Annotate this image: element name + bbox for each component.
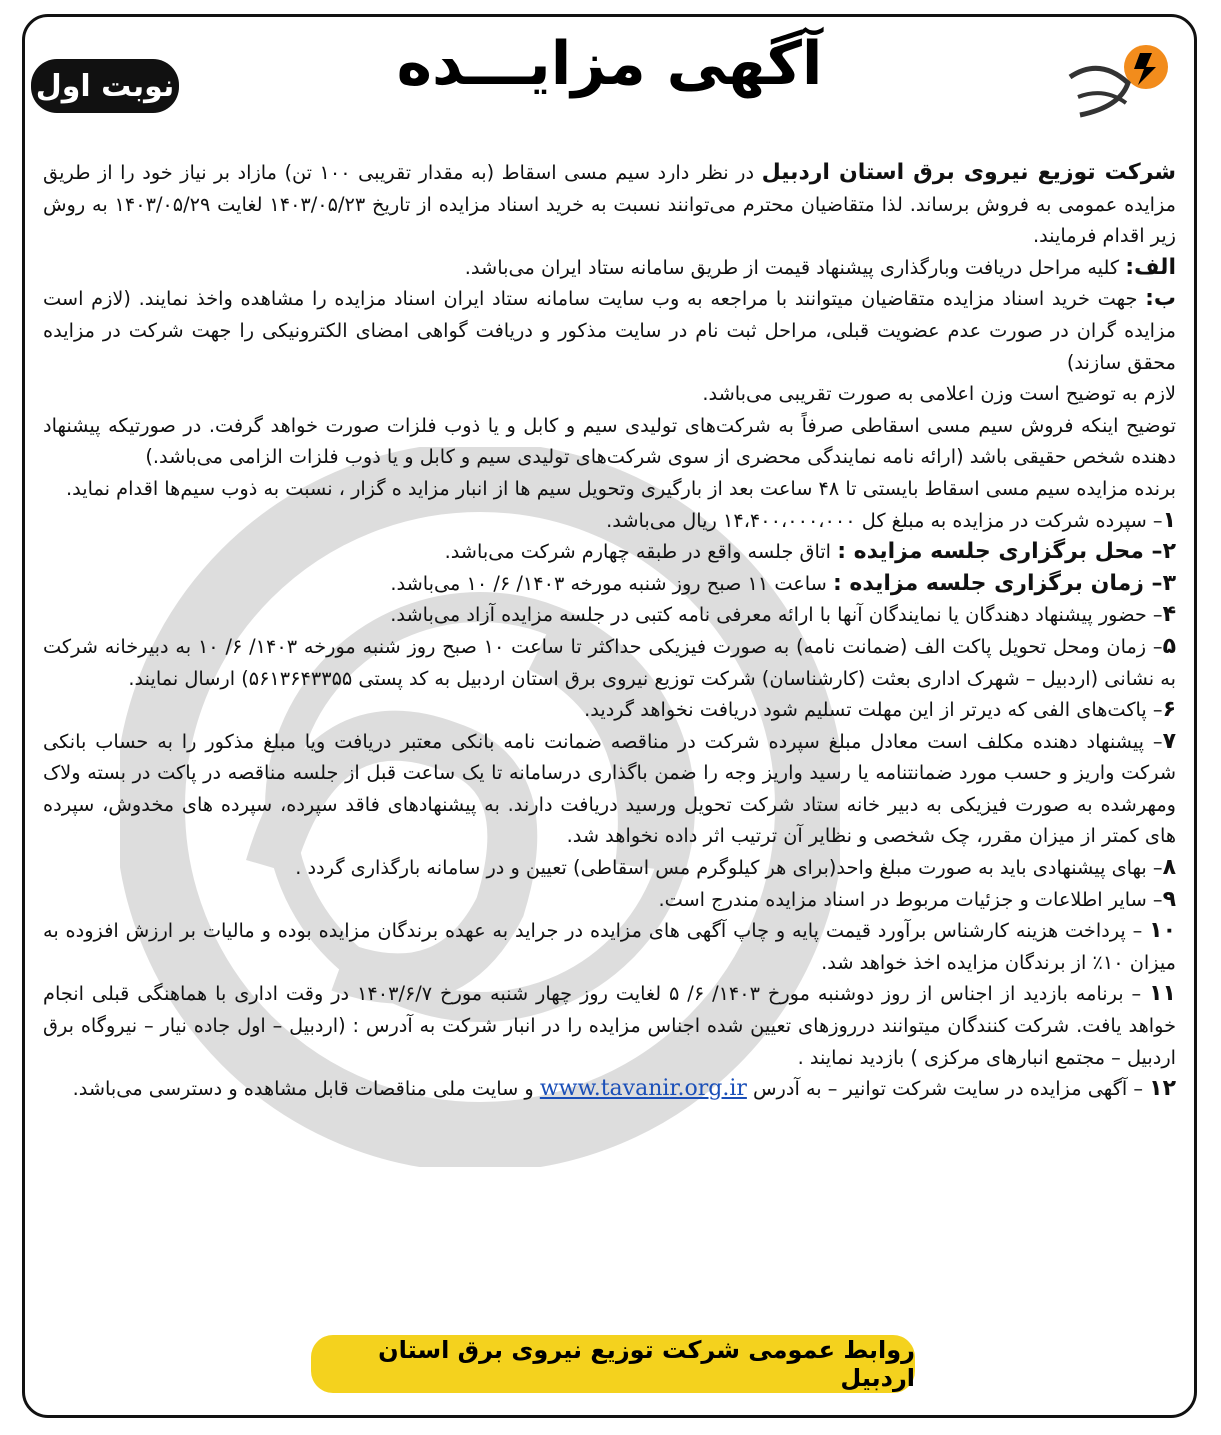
intro-paragraph bbox=[43, 157, 1176, 252]
item-6: ۶– پاکت‌های الفی که دیرتر از این مهلت تسلیم شود دریافت نخواهد گردید. bbox=[584, 697, 1176, 723]
note-weight: لازم به توضیح است وزن اعلامی به صورت تقریبی می‌باشد. bbox=[702, 382, 1176, 406]
alef-paragraph bbox=[43, 252, 1176, 284]
item-12: ۱۲ – آگهی مزایده در سایت شرکت توانیر – به آدرس www.tavanir.org.ir و سایت ملی مناقصات قابل مشاهده و دسترسی می‌باشد. bbox=[72, 1076, 1176, 1102]
item-10: ۱۰ – پرداخت هزینه کارشناس برآورد قیمت پایه و چاپ آگهی های مزایده در جراید به عهده برندگان مزایده بوده و مالیات بر ارزش افزوده به میزان ۱۰٪ از برندگان مزایده اخذ خواهد شد. bbox=[43, 918, 1176, 974]
notice-frame bbox=[22, 14, 1197, 1418]
footer-banner: روابط عمومی شرکت توزیع نیروی برق استان اردبیل bbox=[311, 1335, 915, 1393]
be-paragraph bbox=[43, 283, 1176, 378]
item-2: ۲– محل برگزاری جلسه مزایده : اتاق جلسه واقع در طبقه چهارم شرکت می‌باشد. bbox=[444, 539, 1176, 565]
be-text: جهت خرید اسناد مزایده متقاضیان میتوانند با مراجعه به وب سایت سامانه ستاد ایران اسناد مزایده را مشاهده واخذ نمایند. (لازم است مزایده گران در صورت عدم عضویت قبلی، مراحل ثبت نام در سایت مذکور و دریافت گواهی امضای الکترونیکی را جهت شرکت در مزایده محقق سازند) bbox=[43, 287, 1176, 374]
alef-text: کلیه مراحل دریافت وبارگذاری پیشنهاد قیمت از طریق سامانه ستاد ایران می‌باشد. bbox=[464, 255, 1126, 279]
item-11: ۱۱ – برنامه بازدید از اجناس از روز دوشنبه مورخ ۱۴۰۳/ ۶/ ۵ لغایت روز چهار شنبه مورخ ۱۴۰۳/۶/۷ در وقت اداری با هماهنگی قبلی انجام خواهد یافت. شرکت کنندگان میتوانند درروزهای تعیین شده اجناس مزایده را در انبار شرکت به آدرس : (اردبیل – اول جاده نیار – نیروگاه برق اردبیل – مجتمع انبارهای مرکزی ) بازدید نمایند . bbox=[43, 981, 1176, 1069]
item-8: ۸– بهای پیشنهادی باید به صورت مبلغ واحد(برای هر کیلوگرم مس اسقاطی) تعیین و در سامانه بارگذاری گردد . bbox=[295, 855, 1176, 881]
header bbox=[25, 17, 1194, 135]
notice-title: آگهی مزایـــده bbox=[396, 29, 823, 99]
notice-body bbox=[43, 157, 1176, 1105]
tavanir-link[interactable]: www.tavanir.org.ir bbox=[539, 1076, 747, 1102]
note-buyers: توضیح اینکه فروش سیم مسی اسقاطی صرفاً به شرکت‌های تولیدی سیم و کابل و یا ذوب فلزات صورت خواهد گرفت. در صورتیکه پیشنهاد دهنده شخص حقیقی باشد (ارائه نامه نمایندگی محضری از سوی شرکت‌های تولیدی سیم و کابل و یا ذوب فلزات الزامی می‌باشد.) bbox=[43, 413, 1176, 469]
item-4: ۴– حضور پیشنهاد دهندگان یا نمایندگان آنها با ارائه معرفی نامه کتبی در جلسه مزایده آزاد می‌باشد. bbox=[390, 602, 1176, 628]
item-3: ۳– زمان برگزاری جلسه مزایده : ساعت ۱۱ صبح روز شنبه مورخه ۱۴۰۳/ ۶/ ۱۰ می‌باشد. bbox=[390, 570, 1176, 596]
round-badge: نوبت اول bbox=[31, 59, 179, 113]
note-winner: برنده مزایده سیم مسی اسقاط بایستی تا ۴۸ ساعت بعد از بارگیری وتحویل سیم ها از انبار مزاید ه گزار ، نسبت به ذوب سیم‌ها اقدام نماید. bbox=[66, 476, 1176, 500]
item-9: ۹– سایر اطلاعات و جزئیات مربوط در اسناد مزایده مندرج است. bbox=[658, 886, 1176, 912]
alef-label: الف: bbox=[1125, 254, 1176, 280]
item-7: ۷– پیشنهاد دهنده مکلف است معادل مبلغ سپرده شرکت در مناقصه ضمانت نامه بانکی معتبر دریافت ویا مبلغ مذکور را به حساب بانکی شرکت واریز و حسب مورد ضمانتنامه یا رسید واریز وجه را ضمن باگذاری درسامانه تا یک ساعت قبل از جلسه مناقصه در پاکت در بسته ولاک ومهرشده به صورت فیزیکی به دبیر خانه ستاد شرکت تحویل ورسید دریافت دارند. به پیشنهادهای فاقد سپرده، سپرده های مخدوش، سپرده های کمتر از میزان مقرر، چک شخصی و نظایر آن ترتیب اثر داده نخواهد شد. bbox=[43, 728, 1176, 848]
company-name: شرکت توزیع نیروی برق استان اردبیل bbox=[761, 160, 1177, 185]
item-5: ۵– زمان ومحل تحویل پاکت الف (ضمانت نامه) به صورت فیزیکی حداکثر تا ساعت ۱۰ صبح روز شنبه مورخه ۱۴۰۳/ ۶/ ۱۰ به دبیرخانه شرکت به نشانی (اردبیل – شهرک اداری بعثت (کارشناسان) شرکت توزیع نیروی برق استان اردبیل به کد پستی ۵۶۱۳۶۴۳۳۵۵) ارسال نمایند. bbox=[43, 633, 1176, 690]
intro-text: در نظر دارد سیم مسی اسقاط (به مقدار تقریبی ۱۰۰ تن) مازاد بر نیاز خود را از طریق مزایده عمومی به فروش برساند. لذا متقاضیان محترم می‌توانند نسبت به خرید اسناد مزایده از تاریخ ۱۴۰۳/۰۵/۲۳ لغایت ۱۴۰۳/۰۵/۲۹ به روش زیر اقدام فرمایند. bbox=[43, 161, 1177, 248]
be-label: ب: bbox=[1145, 286, 1176, 312]
item-1: ۱– سپرده شرکت در مزایده به مبلغ کل ۱۴،۴۰۰،۰۰۰،۰۰۰ ریال می‌باشد. bbox=[606, 507, 1176, 533]
